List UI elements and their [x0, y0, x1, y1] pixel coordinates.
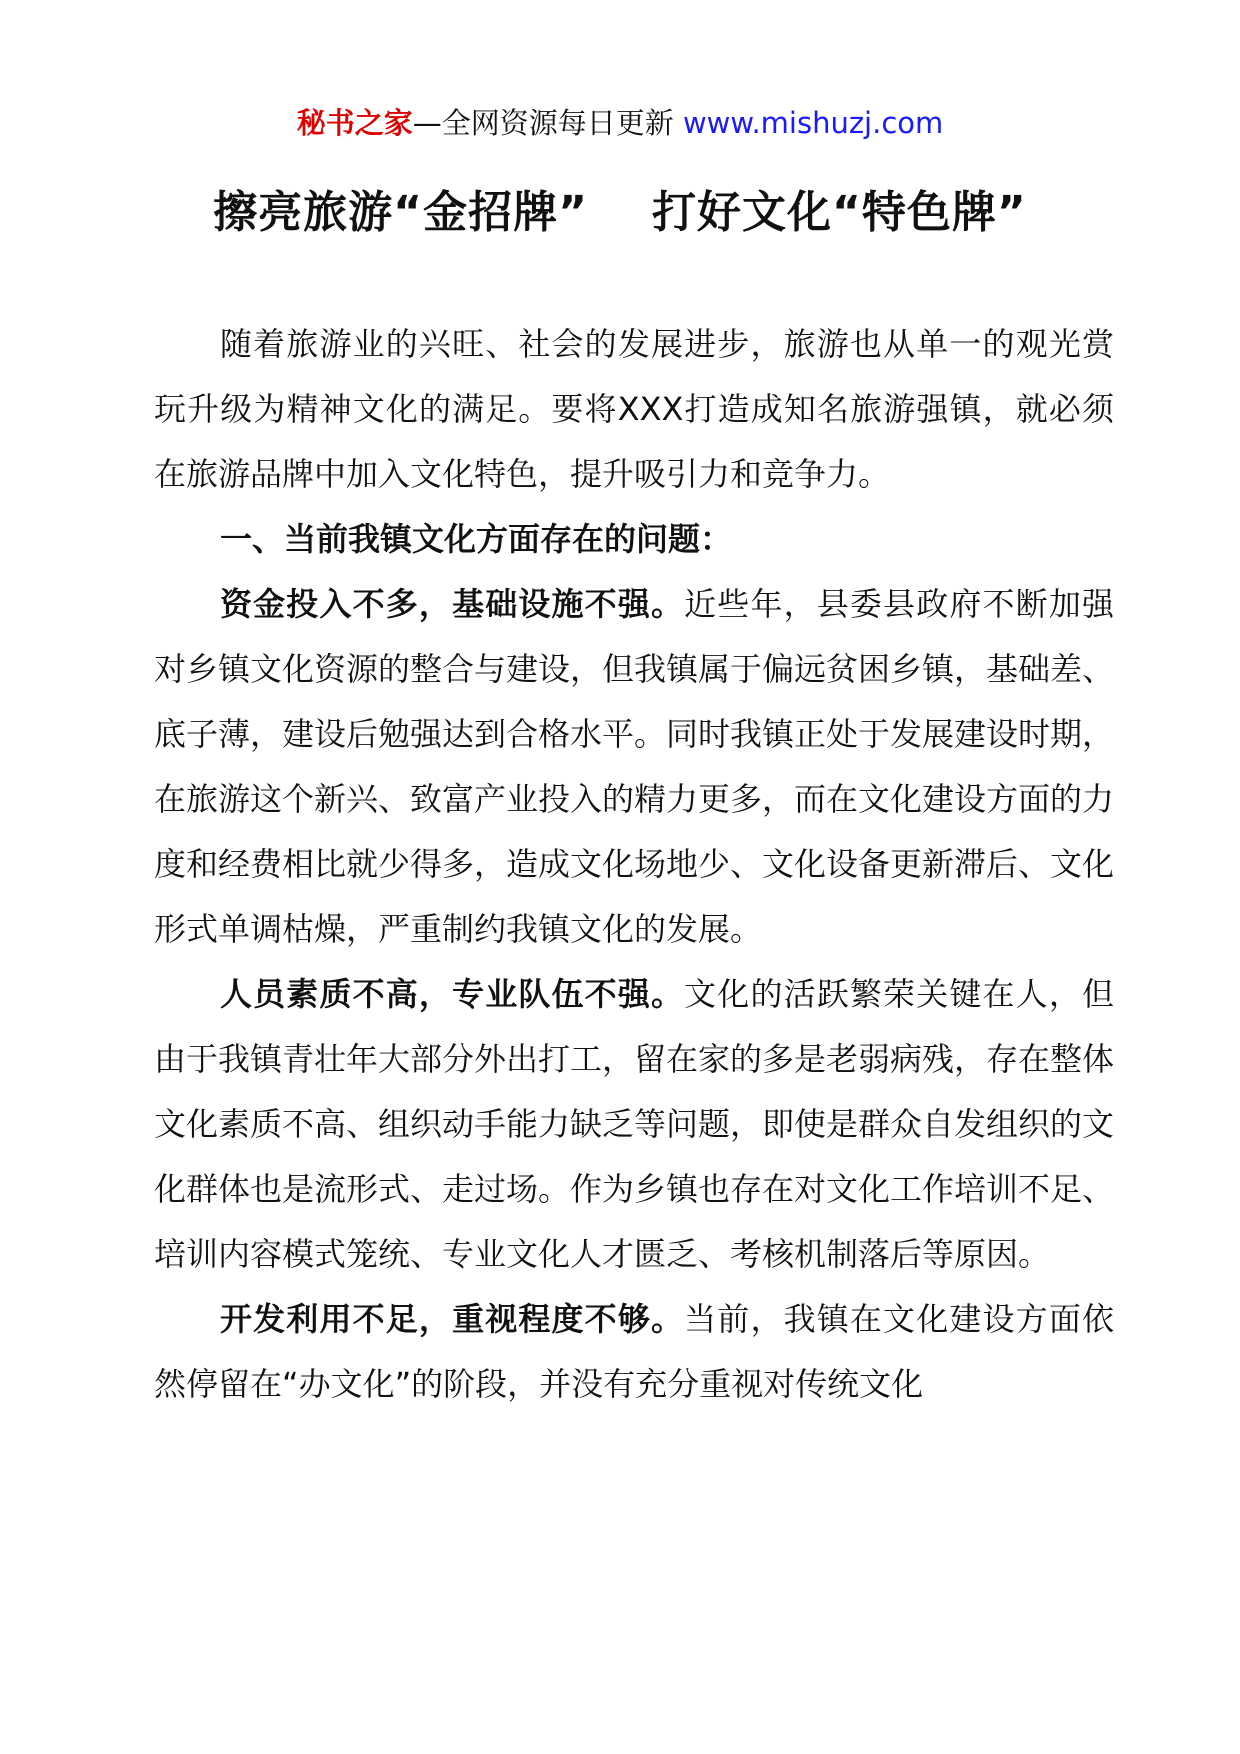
paragraph-body: 当前，我镇在文化建设方面依然停留在“办文化”的阶段，并没有充分重视对传统文化: [154, 1300, 1114, 1403]
paragraph-development: [154, 1287, 1114, 1417]
paragraph-personnel: [154, 962, 1114, 1287]
header-slogan: —全网资源每日更新: [412, 106, 674, 140]
paragraph-lead: 人员素质不高，专业队伍不强。: [220, 975, 685, 1013]
title-part-2: 打好文化“特色牌”: [652, 187, 1027, 238]
title-part-1: 擦亮旅游“金招牌”: [213, 187, 588, 238]
paragraph-funding: [154, 572, 1114, 962]
page-title: [0, 183, 1240, 243]
intro-paragraph: 随着旅游业的兴旺、社会的发展进步，旅游也从单一的观光赏玩升级为精神文化的满足。要将XXX打造成知名旅游强镇，就必须在旅游品牌中加入文化特色，提升吸引力和竞争力。: [154, 325, 1114, 493]
paragraph-body: 近些年，县委县政府不断加强对乡镇文化资源的整合与建设，但我镇属于偏远贫困乡镇，基础差、底子薄，建设后勉强达到合格水平。同时我镇正处于发展建设时期，在旅游这个新兴、致富产业投入的精力更多，而在文化建设方面的力度和经费相比就少得多，造成文化场地少、文化设备更新滞后、文化形式单调枯燥，严重制约我镇文化的发展。: [154, 585, 1115, 948]
paragraph-body: 文化的活跃繁荣关键在人，但由于我镇青壮年大部分外出打工，留在家的多是老弱病残，存在整体文化素质不高、组织动手能力缺乏等问题，即使是群众自发组织的文化群体也是流形式、走过场。作为乡镇也存在对文化工作培训不足、培训内容模式笼统、专业文化人才匮乏、考核机制落后等原因。: [154, 975, 1115, 1273]
site-url-link[interactable]: www.mishuzj.com: [682, 106, 944, 140]
section-heading: 一、当前我镇文化方面存在的问题：: [220, 520, 733, 558]
site-header: [0, 103, 1240, 143]
brand-name: 秘书之家: [296, 106, 413, 140]
document-body: [154, 312, 1114, 1417]
paragraph-lead: 资金投入不多，基础设施不强。: [220, 585, 685, 623]
paragraph-lead: 开发利用不足，重视程度不够。: [220, 1300, 685, 1338]
